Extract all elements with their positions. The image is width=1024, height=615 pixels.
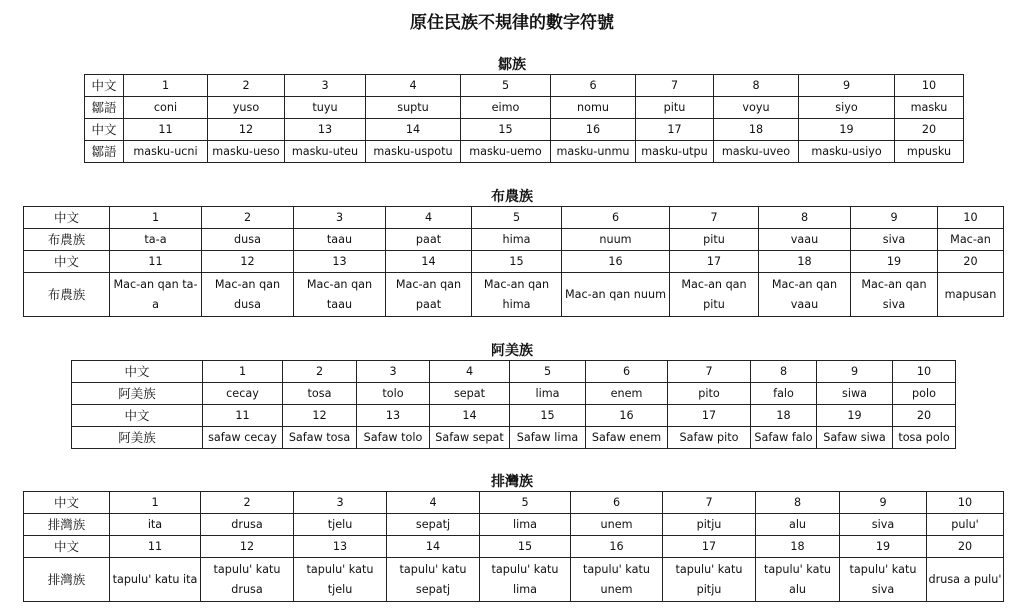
table-cell: tjelu <box>294 514 387 536</box>
table-cell: nomu <box>551 97 636 119</box>
table-cell: 10 <box>895 75 964 97</box>
table-cell: 11 <box>124 119 208 141</box>
table-cell: mapusan <box>938 273 1004 317</box>
table-cell: tapulu' katu ita <box>110 558 201 602</box>
table-cell: 13 <box>285 119 366 141</box>
table-cell: ta-a <box>110 229 202 251</box>
table-cell: 3 <box>294 207 386 229</box>
table-cell: 4 <box>387 492 480 514</box>
table-cell: 6 <box>586 361 668 383</box>
table-cell: Mac-an qan vaau <box>759 273 851 317</box>
row-label: 中文 <box>72 361 203 383</box>
table-cell: siyo <box>799 97 895 119</box>
table-cell: 6 <box>562 207 670 229</box>
table-cell: 13 <box>294 536 387 558</box>
row-label: 中文 <box>72 405 203 427</box>
table-cell: masku <box>895 97 964 119</box>
table-cell: 14 <box>430 405 510 427</box>
row-label: 布農族 <box>24 273 110 317</box>
table-cell: masku-ueso <box>208 141 285 163</box>
table-cell: falo <box>751 383 817 405</box>
table-cell: 17 <box>636 119 714 141</box>
table-cell: siwa <box>817 383 893 405</box>
table-cell: 15 <box>472 251 562 273</box>
table-cell: Mac-an qan taau <box>294 273 386 317</box>
table-cell: Mac-an qan nuum <box>562 273 670 317</box>
table-cell: 20 <box>893 405 956 427</box>
table-cell: pulu' <box>927 514 1004 536</box>
table-row <box>72 383 956 405</box>
table-cell: nuum <box>562 229 670 251</box>
table-cell: 20 <box>927 536 1004 558</box>
table-row <box>24 558 1004 602</box>
table-cell: 13 <box>294 251 386 273</box>
table-row <box>85 141 964 163</box>
table-cell: 2 <box>202 207 294 229</box>
table-cell: tapulu' katu drusa <box>201 558 294 602</box>
table-cell: drusa <box>201 514 294 536</box>
table-cell: 18 <box>759 251 851 273</box>
table-cell: sepat <box>430 383 510 405</box>
table-cell: Safaw enem <box>586 427 668 449</box>
table-row <box>24 273 1004 317</box>
table-cell: masku-ucni <box>124 141 208 163</box>
table-tsou <box>84 74 964 163</box>
table-cell: pitju <box>663 514 756 536</box>
table-cell: 2 <box>201 492 294 514</box>
table-cell: tolo <box>357 383 430 405</box>
table-paiwan <box>23 491 1004 602</box>
table-cell: siva <box>840 514 927 536</box>
table-cell: Mac-an qan paat <box>386 273 472 317</box>
table-cell: tapulu' katu pitju <box>663 558 756 602</box>
table-cell: 20 <box>895 119 964 141</box>
table-cell: 3 <box>357 361 430 383</box>
table-cell: 8 <box>714 75 799 97</box>
table-cell: lima <box>510 383 586 405</box>
table-cell: 1 <box>124 75 208 97</box>
table-cell: 14 <box>386 251 472 273</box>
row-label: 阿美族 <box>72 427 203 449</box>
table-cell: 3 <box>294 492 387 514</box>
table-row <box>72 427 956 449</box>
table-cell: 7 <box>668 361 751 383</box>
table-cell: 15 <box>480 536 571 558</box>
row-label: 中文 <box>85 119 124 141</box>
table-cell: Safaw pito <box>668 427 751 449</box>
table-cell: 7 <box>636 75 714 97</box>
table-row <box>72 405 956 427</box>
table-cell: pito <box>668 383 751 405</box>
section-title-bunun: 布農族 <box>491 189 533 205</box>
table-cell: alu <box>756 514 840 536</box>
table-cell: 6 <box>571 492 663 514</box>
table-row <box>24 229 1004 251</box>
table-cell: 5 <box>461 75 551 97</box>
table-cell: 12 <box>208 119 285 141</box>
table-cell: masku-unmu <box>551 141 636 163</box>
table-cell: 10 <box>938 207 1004 229</box>
row-label: 鄒語 <box>85 97 124 119</box>
row-label: 中文 <box>24 492 110 514</box>
table-cell: 9 <box>840 492 927 514</box>
table-cell: masku-uspotu <box>366 141 461 163</box>
table-cell: unem <box>571 514 663 536</box>
section-title-paiwan: 排灣族 <box>491 474 533 490</box>
table-cell: pitu <box>670 229 759 251</box>
row-label: 排灣族 <box>24 558 110 602</box>
table-row <box>24 207 1004 229</box>
table-cell: 16 <box>571 536 663 558</box>
table-cell: 3 <box>285 75 366 97</box>
table-cell: 2 <box>283 361 357 383</box>
table-cell: Safaw sepat <box>430 427 510 449</box>
table-cell: voyu <box>714 97 799 119</box>
table-cell: enem <box>586 383 668 405</box>
table-cell: drusa a pulu' <box>927 558 1004 602</box>
table-cell: Mac-an qan dusa <box>202 273 294 317</box>
table-cell: 15 <box>510 405 586 427</box>
row-label: 中文 <box>24 251 110 273</box>
table-cell: dusa <box>202 229 294 251</box>
row-label: 阿美族 <box>72 383 203 405</box>
table-cell: tapulu' katu lima <box>480 558 571 602</box>
table-cell: 8 <box>759 207 851 229</box>
table-row <box>85 75 964 97</box>
table-cell: 16 <box>551 119 636 141</box>
table-cell: masku-uteu <box>285 141 366 163</box>
table-bunun <box>23 206 1004 317</box>
table-cell: paat <box>386 229 472 251</box>
table-cell: 10 <box>893 361 956 383</box>
table-row <box>85 119 964 141</box>
table-cell: Mac-an qan hima <box>472 273 562 317</box>
table-cell: Safaw falo <box>751 427 817 449</box>
table-cell: 18 <box>756 536 840 558</box>
table-cell: 17 <box>670 251 759 273</box>
table-cell: 5 <box>472 207 562 229</box>
table-cell: tapulu' katu tjelu <box>294 558 387 602</box>
table-cell: suptu <box>366 97 461 119</box>
table-cell: tuyu <box>285 97 366 119</box>
table-cell: tapulu' katu sepatj <box>387 558 480 602</box>
table-cell: 14 <box>366 119 461 141</box>
table-cell: 7 <box>670 207 759 229</box>
table-cell: 4 <box>366 75 461 97</box>
table-row <box>72 361 956 383</box>
table-cell: 8 <box>751 361 817 383</box>
table-cell: lima <box>480 514 571 536</box>
table-cell: 7 <box>663 492 756 514</box>
table-cell: 11 <box>110 536 201 558</box>
table-cell: 16 <box>562 251 670 273</box>
table-cell: 14 <box>387 536 480 558</box>
table-cell: 20 <box>938 251 1004 273</box>
table-cell: Safaw tosa <box>283 427 357 449</box>
table-cell: 6 <box>551 75 636 97</box>
table-cell: safaw cecay <box>203 427 283 449</box>
table-cell: 4 <box>386 207 472 229</box>
table-cell: ita <box>110 514 201 536</box>
table-cell: Safaw siwa <box>817 427 893 449</box>
table-cell: vaau <box>759 229 851 251</box>
table-cell: 12 <box>202 251 294 273</box>
table-cell: siva <box>851 229 938 251</box>
table-cell: 19 <box>817 405 893 427</box>
table-amis <box>71 360 956 449</box>
table-cell: 9 <box>799 75 895 97</box>
table-cell: 8 <box>756 492 840 514</box>
table-cell: masku-uveo <box>714 141 799 163</box>
row-label: 中文 <box>24 536 110 558</box>
table-cell: tosa polo <box>893 427 956 449</box>
row-label: 中文 <box>85 75 124 97</box>
table-cell: 13 <box>357 405 430 427</box>
table-cell: 17 <box>668 405 751 427</box>
table-row <box>24 536 1004 558</box>
table-cell: masku-uemo <box>461 141 551 163</box>
table-cell: hima <box>472 229 562 251</box>
table-cell: 10 <box>927 492 1004 514</box>
table-cell: 5 <box>480 492 571 514</box>
table-cell: coni <box>124 97 208 119</box>
table-cell: 16 <box>586 405 668 427</box>
table-cell: 19 <box>799 119 895 141</box>
page-title: 原住民族不規律的數字符號 <box>410 13 614 33</box>
table-cell: tapulu' katu alu <box>756 558 840 602</box>
table-cell: 12 <box>283 405 357 427</box>
table-cell: Safaw tolo <box>357 427 430 449</box>
table-cell: masku-utpu <box>636 141 714 163</box>
section-title-amis: 阿美族 <box>491 343 533 359</box>
table-cell: 19 <box>840 536 927 558</box>
table-cell: 9 <box>851 207 938 229</box>
table-cell: sepatj <box>387 514 480 536</box>
row-label: 排灣族 <box>24 514 110 536</box>
table-cell: 15 <box>461 119 551 141</box>
table-cell: 17 <box>663 536 756 558</box>
section-title-tsou: 鄒族 <box>498 57 526 73</box>
table-cell: 11 <box>203 405 283 427</box>
table-cell: 1 <box>110 207 202 229</box>
table-cell: mpusku <box>895 141 964 163</box>
table-cell: pitu <box>636 97 714 119</box>
table-cell: cecay <box>203 383 283 405</box>
table-cell: Mac-an qan siva <box>851 273 938 317</box>
table-cell: 18 <box>751 405 817 427</box>
table-cell: yuso <box>208 97 285 119</box>
table-cell: 4 <box>430 361 510 383</box>
table-cell: eimo <box>461 97 551 119</box>
table-cell: 1 <box>110 492 201 514</box>
table-cell: 12 <box>201 536 294 558</box>
table-row <box>24 251 1004 273</box>
row-label: 鄒語 <box>85 141 124 163</box>
row-label: 中文 <box>24 207 110 229</box>
table-cell: Safaw lima <box>510 427 586 449</box>
table-cell: 5 <box>510 361 586 383</box>
table-cell: 1 <box>203 361 283 383</box>
table-row <box>24 492 1004 514</box>
table-row <box>85 97 964 119</box>
table-cell: 2 <box>208 75 285 97</box>
table-cell: masku-usiyo <box>799 141 895 163</box>
table-cell: 18 <box>714 119 799 141</box>
table-cell: 19 <box>851 251 938 273</box>
table-cell: 11 <box>110 251 202 273</box>
table-cell: taau <box>294 229 386 251</box>
table-row <box>24 514 1004 536</box>
table-cell: Mac-an <box>938 229 1004 251</box>
table-cell: tapulu' katu siva <box>840 558 927 602</box>
row-label: 布農族 <box>24 229 110 251</box>
table-cell: Mac-an qan ta-a <box>110 273 202 317</box>
table-cell: tapulu' katu unem <box>571 558 663 602</box>
table-cell: polo <box>893 383 956 405</box>
table-cell: Mac-an qan pitu <box>670 273 759 317</box>
table-cell: tosa <box>283 383 357 405</box>
table-cell: 9 <box>817 361 893 383</box>
